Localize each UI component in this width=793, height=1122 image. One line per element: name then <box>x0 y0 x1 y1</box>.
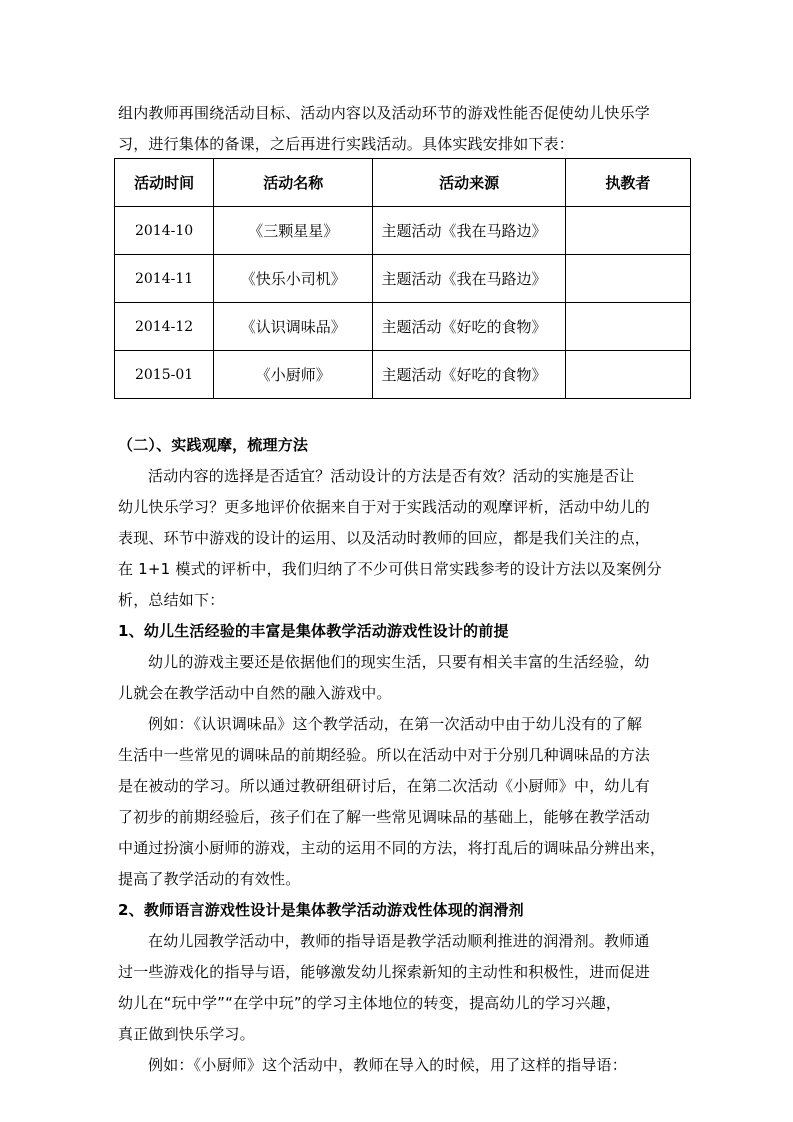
para2-line: 幼儿的游戏主要还是依据他们的现实生活，只要有相关丰富的生活经验，幼 <box>148 653 650 671</box>
para4-line: 过一些游戏化的指导与语，能够激发幼儿探索新知的主动性和积极性，进而促进 <box>118 963 651 981</box>
table-row <box>115 255 691 303</box>
header-activity-name: 活动名称 <box>214 159 373 207</box>
heading-2: 2、教师语言游戏性设计是集体教学活动游戏性体现的润滑剂 <box>118 901 524 919</box>
cell-name: 《认识调味品》 <box>214 303 373 351</box>
cell-time: 2014-10 <box>115 207 214 255</box>
cell-teacher <box>565 207 690 255</box>
para2-line: 儿就会在教学活动中自然的融入游戏中。 <box>118 684 392 702</box>
cell-teacher <box>565 255 690 303</box>
header-activity-time: 活动时间 <box>115 159 214 207</box>
cell-teacher <box>565 303 690 351</box>
para3-line: 提高了教学活动的有效性。 <box>118 870 301 888</box>
cell-teacher <box>565 351 690 399</box>
intro-line-2: 习，进行集体的备课，之后再进行实践活动。具体实践安排如下表： <box>118 135 575 153</box>
table-row <box>115 207 691 255</box>
para1-line: 表现、环节中游戏的设计的运用、以及活动时教师的回应，都是我们关注的点， <box>118 529 651 547</box>
para1-line: 在 1+1 模式的评析中，我们归纳了不少可供日常实践参考的设计方法以及案例分 <box>118 560 662 578</box>
cell-source: 主题活动《好吃的食物》 <box>373 351 565 399</box>
para1-line: 析，总结如下： <box>118 591 225 609</box>
para3-line: 了初步的前期经验后，孩子们在了解一些常见调味品的基础上，能够在教学活动 <box>118 808 651 826</box>
cell-source: 主题活动《我在马路边》 <box>373 255 565 303</box>
cell-time: 2015-01 <box>115 351 214 399</box>
para1-line: 幼儿快乐学习？更多地评价依据来自于对于实践活动的观摩评析，活动中幼儿的 <box>118 498 651 516</box>
para3-line: 是在被动的学习。所以通过教研组研讨后，在第二次活动《小厨师》中，幼儿有 <box>118 777 651 795</box>
header-activity-source: 活动来源 <box>373 159 565 207</box>
para1-line: 活动内容的选择是否适宜？活动设计的方法是否有效？活动的实施是否让 <box>148 467 635 485</box>
table-row <box>115 303 691 351</box>
header-teacher: 执教者 <box>565 159 690 207</box>
cell-source: 主题活动《好吃的食物》 <box>373 303 565 351</box>
activity-schedule-table <box>114 158 691 399</box>
cell-time: 2014-12 <box>115 303 214 351</box>
intro-line-1: 组内教师再围绕活动目标、活动内容以及活动环节的游戏性能否促使幼儿快乐学 <box>118 104 651 122</box>
cell-name: 《三颗星星》 <box>214 207 373 255</box>
cell-name: 《小厨师》 <box>214 351 373 399</box>
para3-line: 例如：《认识调味品》这个教学活动，在第一次活动中由于幼儿没有的了解 <box>148 715 643 733</box>
cell-time: 2014-11 <box>115 255 214 303</box>
para3-line: 中通过扮演小厨师的游戏，主动的运用不同的方法，将打乱后的调味品分辨出来， <box>118 839 666 857</box>
cell-name: 《快乐小司机》 <box>214 255 373 303</box>
para5-line: 例如：《小厨师》这个活动中，教师在导入的时候，用了这样的指导语： <box>148 1056 627 1074</box>
table-row <box>115 351 691 399</box>
heading-1: 1、幼儿生活经验的丰富是集体教学活动游戏性设计的前提 <box>118 622 509 640</box>
para4-line: 真正做到快乐学习。 <box>118 1025 255 1043</box>
para4-line: 幼儿在“玩中学”“在学中玩”的学习主体地位的转变，提高幼儿的学习兴趣， <box>118 994 622 1012</box>
section-2-title: （二）、实践观摩，梳理方法 <box>118 436 309 454</box>
para4-line: 在幼儿园教学活动中，教师的指导语是教学活动顺利推进的润滑剂。教师通 <box>148 932 650 950</box>
cell-source: 主题活动《我在马路边》 <box>373 207 565 255</box>
table-header-row <box>115 159 691 207</box>
para3-line: 生活中一些常见的调味品的前期经验。所以在活动中对于分别几种调味品的方法 <box>118 746 651 764</box>
